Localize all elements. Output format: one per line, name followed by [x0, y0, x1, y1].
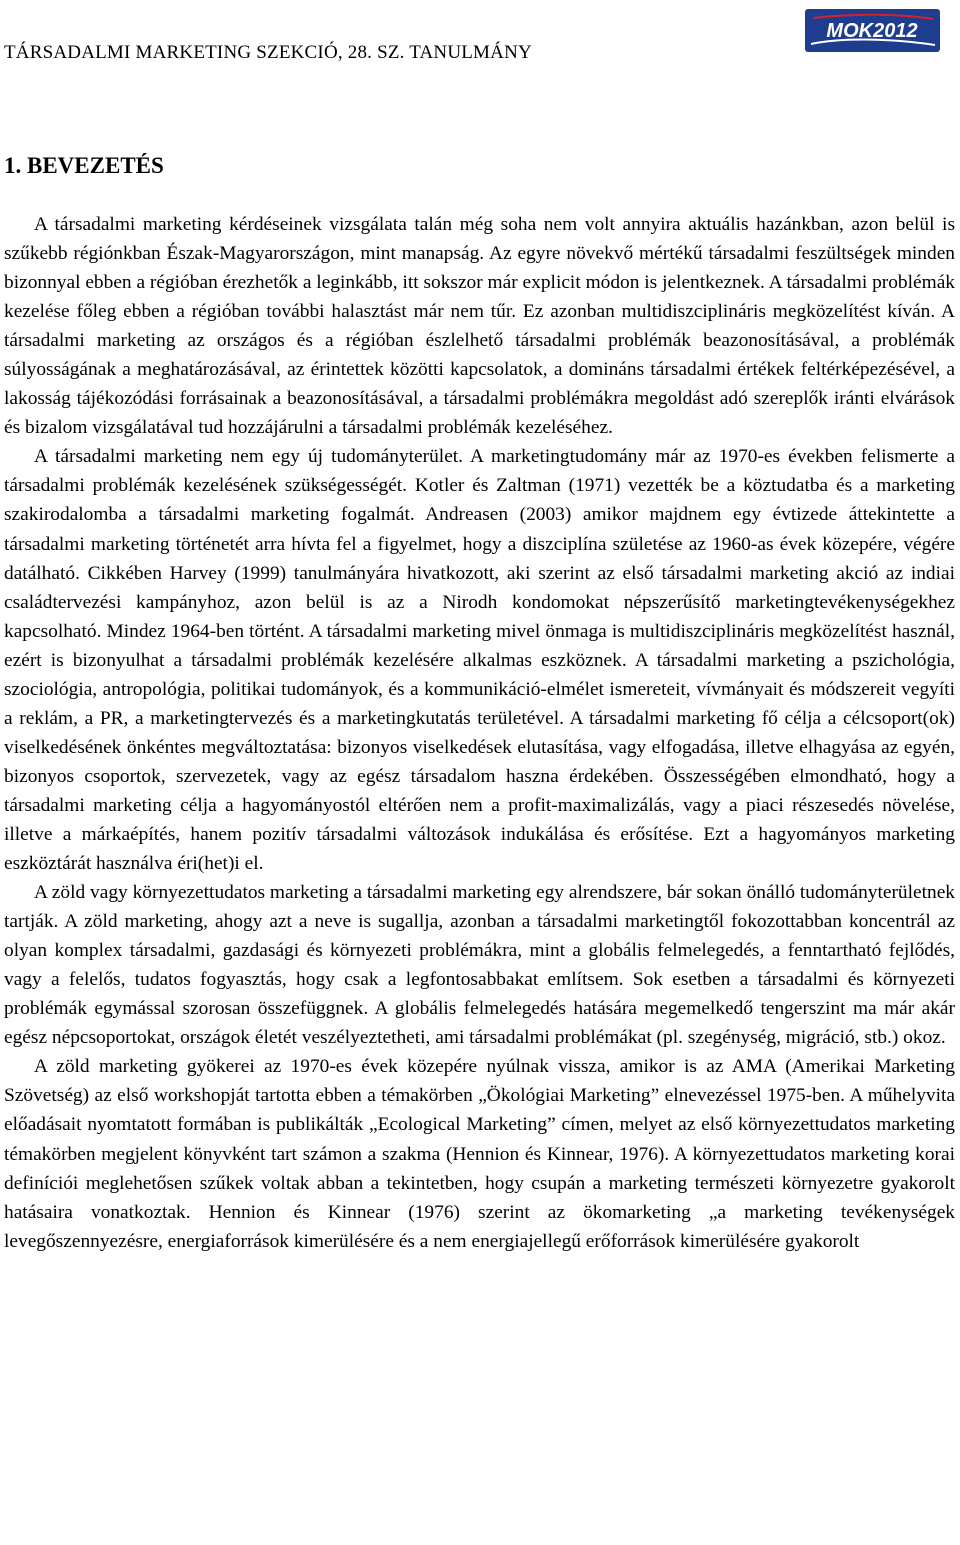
- body-text: [4, 210, 955, 1256]
- paragraph: A zöld vagy környezettudatos marketing a társadalmi marketing egy alrendszere, bár sokan önálló tudományterületnek tartják. A zöld marketing, ahogy azt a neve is sugallja, azonban a társadalmi marketingtől fokozottabban koncentrál az olyan komplex társadalmi, gazdasági és környezeti problémákra, mint a globális felmelegedés, a fenntartható fejlődés, vagy a felelős, tudatos fogyasztás, hogy csak a legfontosabbakat említsem. Sok esetben a társadalmi és környezeti problémák egymással szorosan összefüggnek. A globális felmelegedés hatására megemelkedő tengerszint ma már akár egész népcsoportokat, országok életét veszélyeztetheti, ami társadalmi problémákat (pl. szegénység, migráció, stb.) okoz.: [4, 882, 955, 1049]
- running-header-title: TÁRSADALMI MARKETING SZEKCIÓ, 28. SZ. TANULMÁNY: [4, 42, 532, 63]
- section-heading: 1. BEVEZETÉS: [4, 153, 164, 178]
- paragraph: A társadalmi marketing kérdéseinek vizsgálata talán még soha nem volt annyira aktuális hazánkban, azon belül is szűkebb régiónkban Észak-Magyarországon, mint manapság. Az egyre növekvő mértékű társadalmi feszültségek minden bizonnyal ebben a régióban érezhetők a leginkább, itt sokszor már explicit módon is jelentkeznek. A társadalmi problémák kezelése főleg ebben a régióban további halasztást már nem tűr. Ez azonban multidiszciplináris megközelítést kíván. A társadalmi marketing az országos és a régióban észlelhető társadalmi problémák beazonosításával, a problémák súlyosságának a meghatározásával, az érintettek közötti kapcsolatok, a domináns társadalmi értékek feltérképezésével, a lakosság tájékozódási forrásainak a beazonosításával, a társadalmi problémákra megoldást adó szereplők iránti elvárások és bizalom vizsgálatával tud hozzájárulni a társadalmi problémák kezeléséhez.: [4, 214, 955, 439]
- paragraph: A zöld marketing gyökerei az 1970-es évek közepére nyúlnak vissza, amikor is az AMA (Amerikai Marketing Szövetség) az első workshopját tartotta ebben a témakörben „Ökológiai Marketing” elnevezéssel 1975-ben. A műhelyvita előadásait nyomtatott formában is publikálták „Ecological Marketing” címen, melyet az első környezettudatos marketing témakörben megjelent könyvként tart számon a szakma (Hennion és Kinnear, 1976). A környezettudatos marketing korai definíciói meglehetősen szűkek voltak abban a tekintetben, hogy csupán a marketing természeti környezetre gyakorolt hatásaira vonatkoztak. Hennion és Kinnear (1976) szerint az ökomarketing „a marketing tevékenységek levegőszennyezésre, energiaforrások kimerülésére és a nem energiajellegű erőforrások kimerülésére gyakorolt: [4, 1056, 955, 1252]
- paragraph: A társadalmi marketing nem egy új tudományterület. A marketingtudomány már az 1970-es években felismerte a társadalmi problémák kezelésének szükségességét. Kotler és Zaltman (1971) vezették be a köztudatba és a marketing szakirodalomba a társadalmi marketing fogalmát. Andreasen (2003) amikor majdnem egy évtizede áttekintette a társadalmi marketing történetét arra hívta fel a figyelmet, hogy a diszciplína születése az 1960-as évek közepére, végére datálható. Cikkében Harvey (1999) tanulmányára hivatkozott, aki szerint az első társadalmi marketing akció az indiai családtervezési kampányhoz, azon belül is az a Nirodh kondomokat népszerűsítő marketingtevékenységekhez kapcsolható. Mindez 1964-ben történt. A társadalmi marketing mivel önmaga is multidiszciplináris megközelítést használ, ezért is bizonyulhat a társadalmi problémák kezelésére alkalmas eszköznek. A társadalmi marketing a pszichológia, szociológia, antropológia, politikai tudományok, és a kommunikáció-elmélet ismereteit, vívmányait és módszereit vegyíti a reklám, a PR, a marketingtervezés és a marketingkutatás területével. A társadalmi marketing fő célja a célcsoport(ok) viselkedésének önkéntes megváltoztatása: bizonyos viselkedések elutasítása, vagy elfogadása, illetve elhagyása az egyén, bizonyos csoportok, szervezetek, vagy az egész társadalom haszna érdekében. Összességében elmondható, hogy a társadalmi marketing célja a hagyományostól eltérően nem a profit-maximalizálás, vagy a piaci részesedés növelése, illetve a márkaépítés, hanem pozitív társadalmi változások indukálása és erősítése. Ezt a hagyományos marketing eszköztárát használva éri(het)i el.: [4, 446, 955, 875]
- mok2012-logo: [805, 9, 940, 52]
- page-header: [0, 0, 960, 70]
- logo-text: MOK2012: [826, 20, 918, 42]
